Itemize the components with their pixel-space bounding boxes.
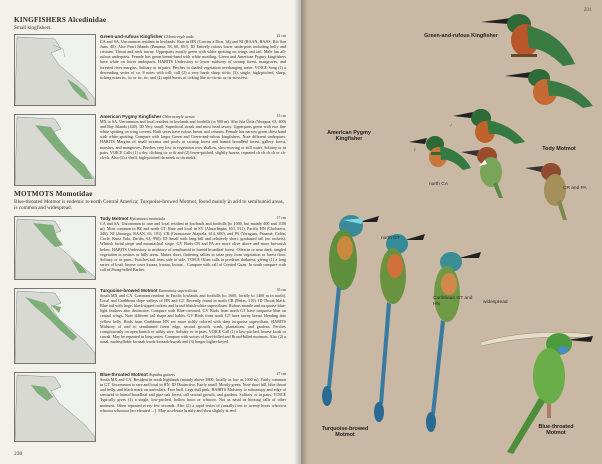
range-map (14, 372, 96, 442)
motmots-heading: MOTMOTS Momotidae (14, 190, 93, 198)
species-title: Turquoise-browed Motmot (100, 288, 158, 293)
tag-north-ca: north CA (429, 182, 448, 187)
tag-north-gt: north GT (381, 236, 400, 241)
caption-turquoise-browed-motmot: Turquoise-browed Motmot (321, 426, 369, 439)
species-description: South MX and CA. Resident in north highlands (mainly above 1800, locally as low as 1000 m). Fairly common in GT. Uncommon to rare and local in HN. ID Distinctive. Fairly small. Mostly green. Note short bill, blue throat and belly, and black mark on auriculars. Face buff. Legs dull pink. HABITS Midstory to subcanopy and edge of semiarid to humid broadleaf and pine-oak forest, tall second growth, and gardens. Solitary or in pairs. VOICE Typically gives (1) a single, low-pitched, hollow hooo or whoooo. Not as nasal as hooting calls of other motmots. Often repeated every few seconds. Also (2) a rapid series of (usually) ten to twenty hoots whooo-a whoooa whooooa [accelerated ... ]. May accelerate briskly and slow slightly at end. (100, 377, 286, 413)
species-size: 17 cm (276, 216, 286, 220)
species-scientific-name: Chloroceryle inda (163, 34, 194, 39)
species-description: CA and SA. Uncommon resident in lowlands. Rare in HN (Gracias a Dios, 34) and NI (RAAN, RAAS, Río San Juan, 40). Also Pearl Islands (Panama, 58, 60, 85?). ID Entirely rufous lower underparts including belly and crissum. Throat and neck tawny. Upperparts mostly green with white spotting on wings and tail. Male has all-rufous underparts. Female has green breast-band with white mottling. Green and American Pygmy kingfishers have white on lower underparts. HABITS Understory to lower midstory of swamp forest, mangroves, and forested river margins. Solitary or in pairs. Perches in shaded vegetation overhanging water. VOICE Song (1) a descending series of ca. 8 notes with trill; call (2) a very harsh sharp zit-tic (3), single, high-pitched, sharp, ticking notes tic, tic or tic, tic; and (4) rapid bursts of ticking like tic-tic-tic or tsi-tsi-tsi-tsi. (100, 39, 286, 80)
tag-female: ♀ (413, 148, 417, 153)
species-size: 22 cm (276, 34, 286, 38)
range-map (14, 34, 96, 106)
turquoise-browed-motmot-widespread-illustration (413, 246, 483, 446)
caption-blue-throated-motmot: Blue-throated Motmot (538, 424, 574, 437)
kingfishers-heading: KINGFISHERS Alcedinidae (14, 16, 107, 24)
tag-widespread: widespread (483, 300, 508, 305)
right-page (301, 0, 602, 464)
species-scientific-name: Hylomanes momotula (129, 216, 166, 221)
species-scientific-name: Aspatha gularis (148, 372, 175, 377)
caption-american-pygmy-kingfisher: American Pygmy Kingfisher (327, 130, 371, 143)
page-number-right: 231 (583, 7, 592, 13)
kingfishers-subtitle: Small kingfishers. (14, 25, 52, 31)
caption-tody-motmot: Tody Motmot (542, 146, 576, 152)
species-size: 35 cm (276, 288, 286, 292)
species-title: American Pygmy Kingfisher (100, 114, 162, 119)
species-size: 13 cm (276, 114, 286, 118)
range-map (14, 288, 96, 364)
caption-green-rufous-kingfisher: Green-and-rufous Kingfisher (424, 33, 498, 39)
species-description: South MX and CA. Common resident in Pacific lowlands and foothills (to 1600, locally to 1400 m in north). Local and Caribbean slope valleys of HN and GT. Recently found in north CR (Peñas, 319). ID Throat black. Blue tail with large, black-tipped rackets and broad bluish-white supercilium. Rufous mantle and turquoise blue-light feathers also distinctive. Compare with Blue-crowned. GV Birds from north GT have turquoise blue on central wings. Note different tail shape and habits. GV Birds from north GT have tawny breast blending into yellow belly. Birds from Caribbean HN are more richly colored with deep turquoise superciliam. HABITS Midstory of arid to semihumid forest edge, second growth, scrub, plantations, and gardens. Perches conspicuously on open branch or utility wire. Solitary or in pairs. VOICE Call (1) a low-pitched, hoarse kwak or cawak. May be repeated in long series. Compare with voices of Keel-billed and Broad-billed motmots. Also (2) a nasal, multisyllabic kwaaak kwok kwaaak-kwoak and (3) longer higher-keyed. (100, 293, 286, 344)
species-title: Tody Motmot (100, 216, 129, 221)
species-scientific-name: Chloroceryle aenea (162, 114, 195, 119)
tag-male: ♂ (449, 124, 453, 129)
species-description: CA and SA. Uncommon to rare and local resident in lowlands and foothills (to 1000, but mainly 400 and 1100 m). Most common in BZ and north GT. Rare and local in SV (Ahuachapán, 651, 911), Pacific HN (Choluteca, 346). NI (Jinotega, RAAN, 63, 101). CR (Guanacaste Alajuela, 614, 600), and PA (Veraguas, Panamá, Colón, Coclé, Kuna Yala, Darién, 63, 990). ID Small with long bill and relatively short, graduated tail (no rackets). Whitish facial stripe and moustachial stripe. GV Birds CR and PA are more olive above and more brownish below. HABITS Understory to midstory of semihumid to humid broadleaf forest. Often in or near dark, tangled vegetation in ravines or hilly areas. Makes short, fluttering sallies to seize prey from vegetation or forest floor. Solitary or in pairs. Twitches tail from side to side. VOICE Often calls in predawn darkness, giving (1) a long series of loud, hoarse cows kwaaa, kwaaa, kwaaa... Compare with call of Crested Guan. In south compare with call of Prong-billed Barbet. (100, 221, 286, 272)
species-title: Green-and-rufous Kingfisher (100, 34, 163, 39)
page-number-left: 230 (14, 451, 23, 457)
species-title: Blue-throated Motmot (100, 372, 148, 377)
tag-caribbean: Caribbean GT and HN (433, 296, 473, 307)
motmots-subtitle: Blue-throated Motmot is endemic to north Central America; Turquoise-browed Motmot, found mainly in arid to semihumid areas, is common and widespread. (14, 199, 284, 212)
range-map (14, 216, 96, 280)
species-size: 27 cm (276, 372, 286, 376)
range-map (14, 114, 96, 186)
tag-cr-pa: CR and PA (563, 186, 587, 191)
tody-motmot-cr-pa-illustration (523, 156, 599, 224)
blue-throated-motmot-illustration (497, 322, 597, 460)
species-scientific-name: Eumomota superciliosa (158, 288, 198, 293)
species-description: MX to SA. Uncommon and local resident in lowlands and foothills (to 900 m). Also Isla Útila (Veragua, 63, 400) and Bay Islands (440). ID Very small. Superficial streak and most head tawny. Upperparts green with two fine white spotting on wing coverts. Both sexes have rufous breast and crissum. Female has narrow green chest band with white spotting. Compare with larger Green and Green-and-rufous kingfishers. Note different underparts. HABITS Margins of small streams and pools in swamp forest and humid broadleaf forest, gallery forest, marshes, and mangroves. Perches very low in vegetation over shallow, slow-moving or still water. Solitary or in pairs. VOICE Calls (1) a dry, clicking tic or tk and (2) lower-pitched, slightly hoarse, repeated ch ch ch ch or ch-ch-ch. Also (3) a shrill, high-pitched chreeeek or chrriinkk. (100, 119, 286, 160)
